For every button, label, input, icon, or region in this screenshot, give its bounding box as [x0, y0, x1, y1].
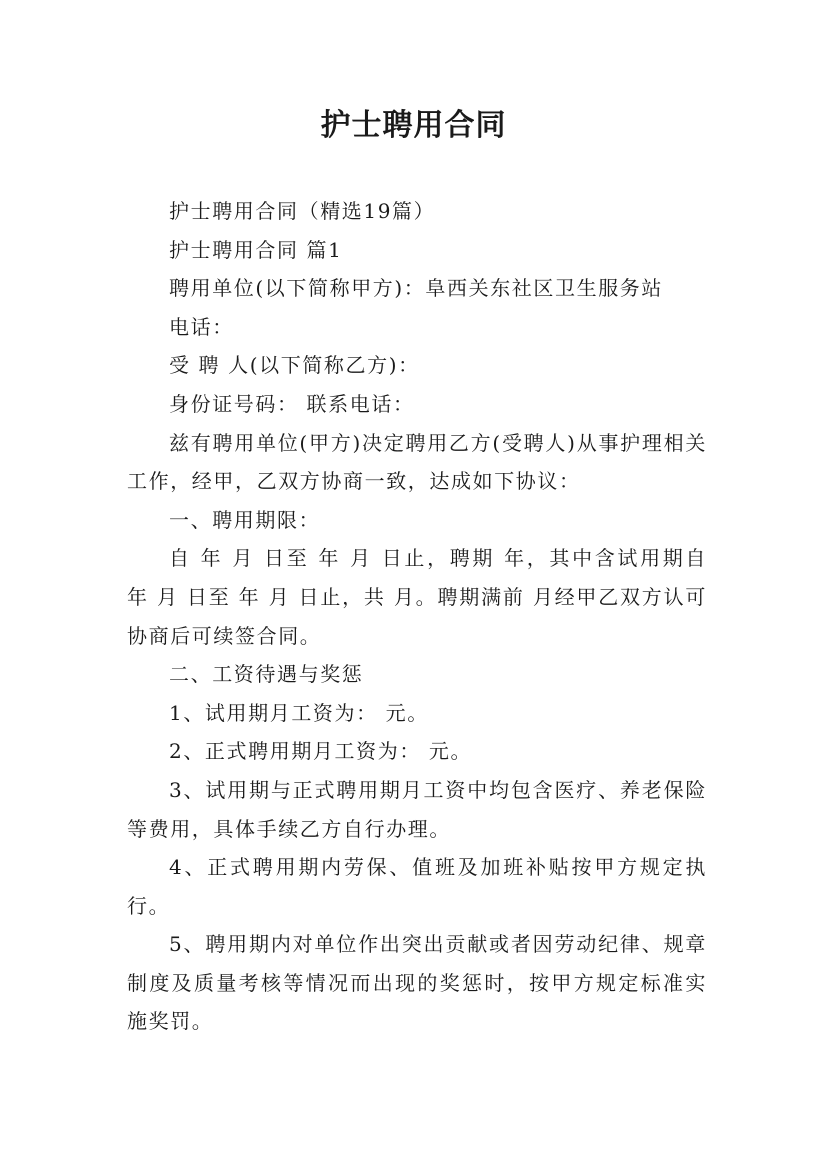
paragraph-intro: 兹有聘用单位(甲方)决定聘用乙方(受聘人)从事护理相关工作，经甲，乙双方协商一致，达成如下协议： — [127, 430, 707, 494]
paragraph-salary-3: 3、试用期与正式聘用期月工资中均包含医疗、养老保险等费用，具体手续乙方自行办理。 — [127, 777, 707, 841]
paragraph-salary-1: 1、试用期月工资为： 元。 — [169, 700, 429, 725]
paragraph-id-contact: 身份证号码： 联系电话： — [169, 391, 415, 416]
paragraph-employee: 受 聘 人(以下简称乙方)： — [169, 353, 420, 378]
paragraph-phone: 电话： — [169, 314, 234, 339]
paragraph-salary-4: 4、正式聘用期内劳保、值班及加班补贴按甲方规定执行。 — [127, 855, 707, 918]
paragraph-salary-5: 5、聘用期内对单位作出突出贡献或者因劳动纪律、规章制度及质量考核等情况而出现的奖惩时，按甲方规定标准实施奖罚。 — [127, 932, 707, 1034]
document-body — [127, 192, 707, 1041]
paragraph-term-heading: 一、聘用期限： — [169, 507, 321, 532]
paragraph-subtitle: 护士聘用合同（精选19篇） — [169, 199, 436, 223]
paragraph-section-heading: 护士聘用合同 篇1 — [169, 237, 343, 262]
paragraph-employer: 聘用单位(以下简称甲方)：阜西关东社区卫生服务站 — [169, 276, 664, 301]
paragraph-salary-2: 2、正式聘用期月工资为： 元。 — [169, 739, 473, 764]
document-title: 护士聘用合同 — [320, 108, 507, 143]
paragraph-term-details: 自 年 月 日至 年 月 日止，聘期 年，其中含试用期自 年 月 日至 年 月 日止，共 月。聘期满前 月经甲乙双方认可协商后可续签合同。 — [127, 546, 707, 648]
paragraph-salary-heading: 二、工资待遇与奖惩 — [169, 662, 364, 687]
